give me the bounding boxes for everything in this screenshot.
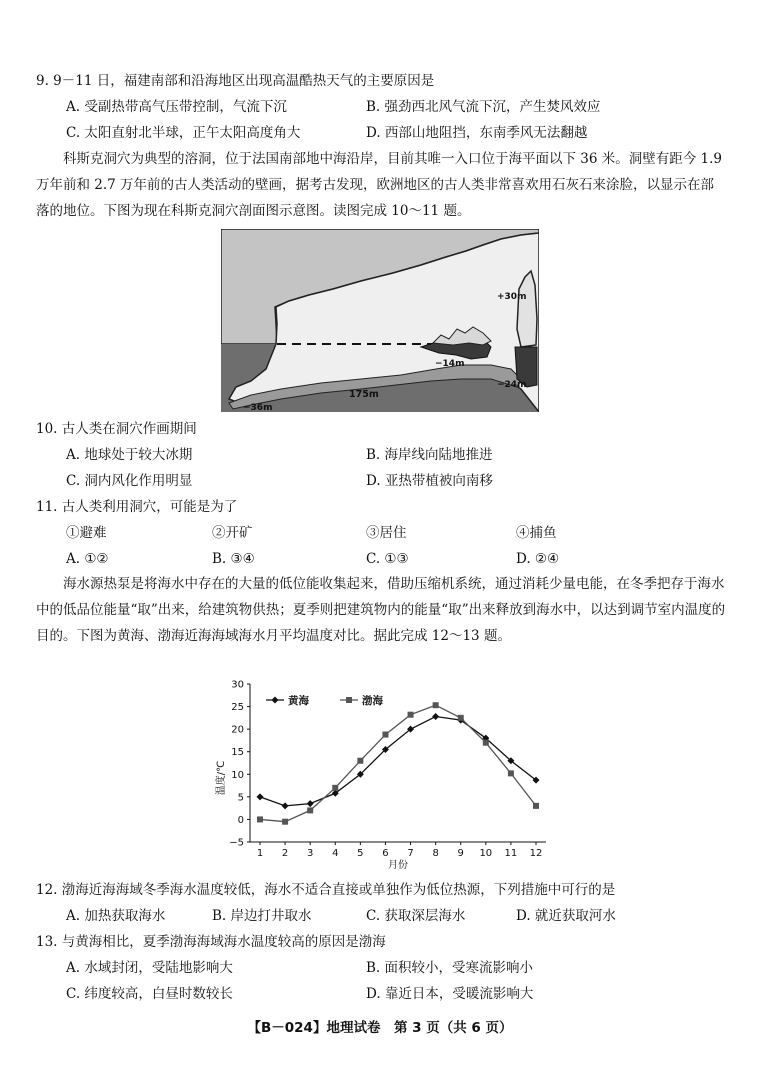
q10-stem: 10. 古人类在洞穴作画期间 [36, 421, 197, 437]
y-tick-label: 5 [237, 792, 244, 804]
data-point-bohai [533, 803, 539, 809]
label-plus-30m: +30m [497, 292, 527, 302]
q12-option-d: D. 就近获取河水 [516, 908, 616, 924]
legend-label-2: 渤海 [362, 695, 383, 707]
data-point-bohai [458, 715, 464, 721]
x-tick-label: 6 [382, 848, 389, 859]
data-point-bohai [307, 807, 313, 813]
data-point-huanghai [282, 802, 289, 809]
y-axis-label: 温度/℃ [216, 760, 227, 796]
data-point-bohai [508, 770, 514, 776]
y-tick-label: 10 [231, 769, 244, 781]
q10-option-b: B. 海岸线向陆地推进 [366, 447, 493, 463]
label-175m: 175m [349, 389, 379, 400]
q11-option-c: C. ①③ [366, 551, 409, 567]
q13-option-d: D. 靠近日本，受暖流影响大 [366, 986, 534, 1002]
x-tick-label: 1 [256, 848, 264, 859]
data-point-bohai [257, 816, 263, 822]
q12-option-b: B. 岸边打井取水 [212, 908, 312, 924]
data-point-bohai [382, 732, 388, 738]
x-tick-label: 8 [432, 848, 439, 859]
series-line-1 [260, 717, 536, 806]
y-tick-label: 25 [231, 702, 244, 714]
q12-option-a: A. 加热获取海水 [66, 908, 166, 924]
q9-stem: 9. 9－11 日，福建南部和沿海地区出现高温酷热天气的主要原因是 [36, 73, 435, 89]
y-tick-label: 0 [237, 814, 244, 826]
q10-option-d: D. 亚热带植被向南移 [366, 473, 493, 489]
q11-item-2: ②开矿 [212, 525, 253, 541]
heat-pump-passage: 海水源热泵是将海水中存在的大量的低位能收集起来，借助压缩机系统，通过消耗少量电能，在冬季把存于海水中的低品位能量“取”出来，给建筑物供热；夏季则把建筑物内的能量“取”出来释放到海水中，以达到调节室内温度的目的。下图为黄海、渤海近海海域海水月平均温度对比。据此完成 12～13 题。 [36, 576, 726, 644]
x-tick-label: 12 [529, 848, 543, 859]
q13-option-b: B. 面积较小，受寒流影响小 [366, 960, 534, 976]
x-tick-label: 4 [332, 848, 339, 859]
q13-option-a: A. 水域封闭，受陆地影响大 [66, 960, 233, 976]
q9-option-c: C. 太阳直射北半球，正午太阳高度角大 [66, 125, 301, 141]
x-tick-label: 5 [357, 848, 364, 859]
label-minus-14m: −14m [435, 359, 465, 369]
data-point-huanghai [432, 713, 439, 720]
data-point-bohai [408, 712, 414, 718]
x-tick-label: 9 [457, 848, 464, 859]
q11-option-d: D. ②④ [516, 551, 560, 567]
q9-option-d: D. 西部山地阻挡，东南季风无法翻越 [366, 125, 588, 141]
q12-option-c: C. 获取深层海水 [366, 908, 466, 924]
y-tick-label: 30 [231, 679, 244, 691]
data-point-bohai [483, 740, 489, 746]
q10-option-c: C. 洞内风化作用明显 [66, 473, 193, 489]
data-point-huanghai [307, 800, 314, 807]
cave-cross-section-diagram [221, 229, 539, 412]
y-tick-label: 20 [231, 724, 244, 736]
q13-stem: 13. 与黄海相比，夏季渤海海域海水温度较高的原因是渤海 [36, 934, 386, 950]
data-point-huanghai [257, 793, 264, 800]
q9-option-b: B. 强劲西北风气流下沉，产生焚风效应 [366, 99, 601, 115]
data-point-bohai [282, 819, 288, 825]
q11-item-3: ③居住 [366, 525, 407, 541]
q9-option-a: A. 受副热带高气压带控制，气流下沉 [66, 99, 287, 115]
x-tick-label: 3 [306, 848, 314, 859]
q13-option-c: C. 纬度较高，白昼时数较长 [66, 986, 233, 1002]
y-tick-label: 15 [231, 747, 244, 759]
q11-option-a: A. ①② [66, 551, 109, 567]
q10-option-a: A. 地球处于较大冰期 [66, 447, 193, 463]
x-tick-label: 10 [479, 848, 493, 859]
y-tick-label: −5 [229, 837, 244, 849]
q11-item-4: ④捕鱼 [516, 525, 557, 541]
data-point-bohai [357, 758, 363, 764]
legend-label-1: 黄海 [288, 695, 309, 707]
q12-stem: 12. 渤海近海海域冬季海水温度较低，海水不适合直接或单独作为低位热源，下列措施中可行的是 [36, 882, 616, 898]
page-footer: 【B－024】地理试卷 第 3 页（共 6 页） [247, 1020, 513, 1036]
q11-stem: 11. 古人类利用洞穴，可能是为了 [36, 499, 238, 515]
x-tick-label: 2 [281, 848, 289, 859]
q11-item-1: ①避难 [66, 525, 107, 541]
sea-temperature-chart [210, 676, 560, 876]
x-tick-label: 7 [407, 848, 414, 859]
legend-marker-huanghai [272, 697, 279, 704]
q11-option-b: B. ③④ [212, 551, 255, 567]
label-minus-36m: −36m [243, 403, 273, 412]
legend-marker-bohai [346, 697, 352, 703]
data-point-bohai [433, 702, 439, 708]
x-tick-label: 11 [504, 848, 518, 859]
label-minus-24m: −24m [497, 380, 527, 390]
data-point-bohai [332, 785, 338, 791]
x-axis-label: 月份 [388, 860, 408, 871]
cave-passage: 科斯克洞穴为典型的溶洞，位于法国南部地中海沿岸，目前其唯一入口位于海平面以下 36 米。洞壁有距今 1.9 万年前和 2.7 万年前的古人类活动的壁画，据考古发现，欧洲地区的古人类非常喜欢用石灰石来涂脸，以显示在部落的地位。下图为现在科斯克洞穴剖面图示意图。读图完成 10～11 题。 [36, 151, 723, 219]
